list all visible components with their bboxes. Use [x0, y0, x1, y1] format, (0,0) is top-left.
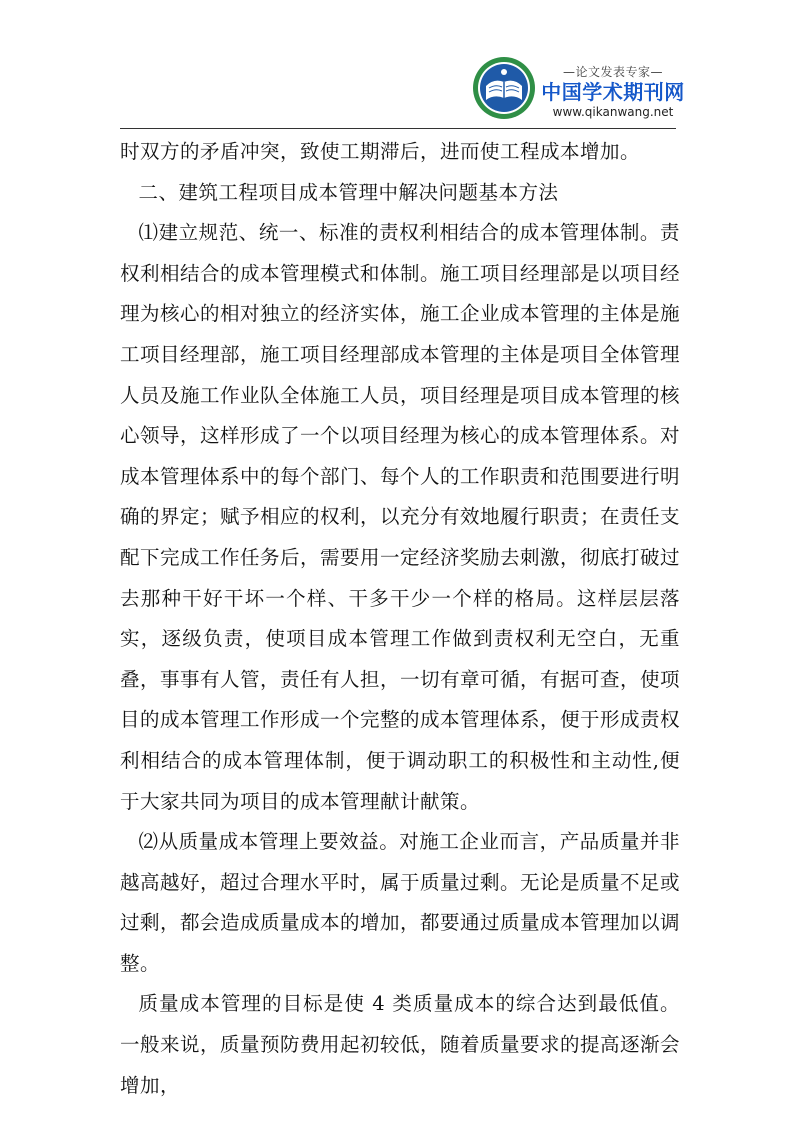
paragraph-quality-cost-target: 质量成本管理的目标是使 4 类质量成本的综合达到最低值。一般来说，质量预防费用起初较低，随着质量要求的提高逐渐会增加， [120, 992, 681, 1097]
logo-name: 中国学术期刊网 [541, 80, 685, 104]
paragraph-continuation: 时双方的矛盾冲突，致使工期滞后，进而使工程成本增加。 [120, 140, 641, 163]
header-divider [120, 128, 676, 129]
brand-logo [538, 64, 688, 128]
paragraph-cost-management-system: ⑴建立规范、统一、标准的责权利相结合的成本管理体制。责权利相结合的成本管理模式和体制。施工项目经理部是以项目经理为核心的相对独立的经济实体，施工企业成本管理的主体是施工项目经理部，施工项目经理部成本管理的主体是项目全体管理人员及施工作业队全体施工人员，项目经理是项目成本管理的核心领导，这样形成了一个以项目经理为核心的成本管理体系。对成本管理体系中的每个部门、每个人的工作职责和范围要进行明确的界定；赋予相应的权利，以充分有效地履行职责；在责任支配下完成工作任务后，需要用一定经济奖励去刺激，彻底打破过去那种干好干坏一个样、干多干少一个样的格局。这样层层落实，逐级负责，使项目成本管理工作做到责权利无空白，无重叠，事事有人管，责任有人担，一切有章可循，有据可查，使项目的成本管理工作形成一个完整的成本管理体系，便于形成责权利相结合的成本管理体制，便于调动职工的积极性和主动性,便于大家共同为项目的成本管理献计献策。 [120, 221, 681, 813]
section-heading: 二、建筑工程项目成本管理中解决问题基本方法 [138, 180, 559, 204]
page-header [0, 0, 794, 132]
logo-url: www.qikanwang.net [552, 105, 674, 119]
paragraph-quality-cost: ⑵从质量成本管理上要效益。对施工企业而言，产品质量并非越高越好，超过合理水平时，属于质量过剩。无论是质量不足或过剩，都会造成质量成本的增加，都要通过质量成本管理加以调整。 [120, 830, 681, 975]
document-body [120, 132, 680, 1106]
globe-book-emblem-icon [472, 56, 536, 120]
logo-tagline: —论文发表专家— [562, 65, 663, 79]
